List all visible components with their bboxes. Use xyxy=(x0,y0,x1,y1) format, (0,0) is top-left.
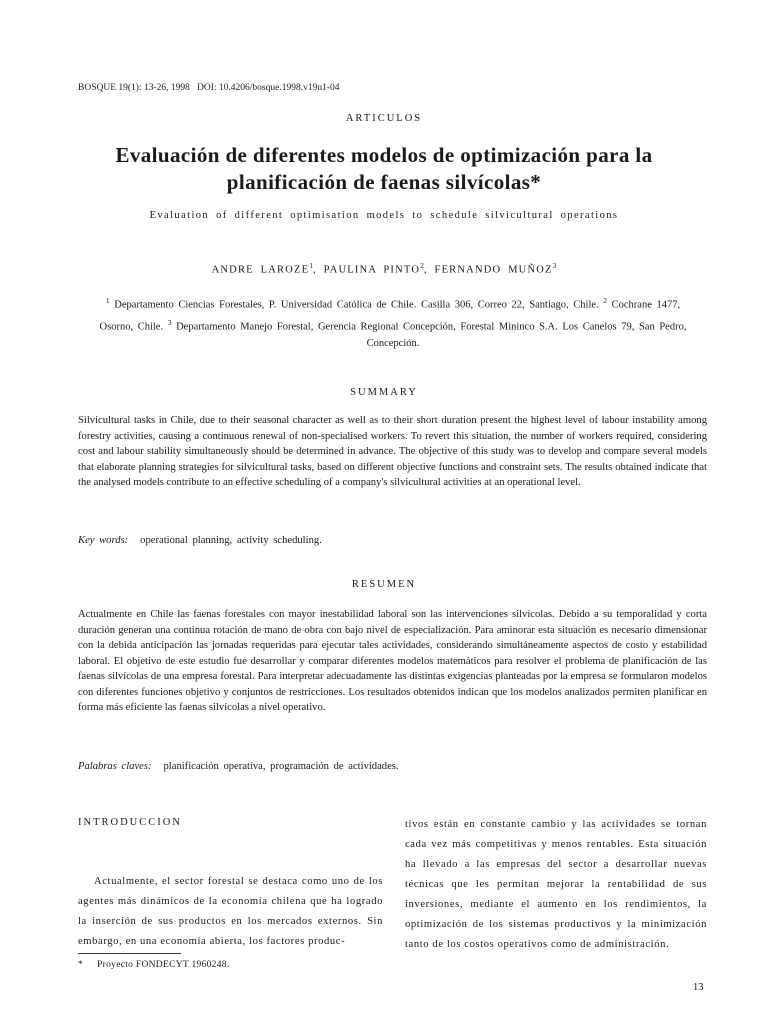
affiliation-3: Departamento Manejo Forestal, Gerencia Regional Concepción, Forestal Mininco S.A. Los Canelos 79, San Pedro, Concepción. xyxy=(176,321,687,349)
intro-left-column: Actualmente, el sector forestal se destaca como uno de los agentes más dinámicos de la economía chilena que ha logrado la inserción de sus productos en los mercados externos. Sin embargo, en una economía abierta, los factores produc- xyxy=(78,876,383,947)
author-list xyxy=(0,261,768,276)
summary-keywords xyxy=(78,535,322,546)
affiliation-mark: 2 xyxy=(603,296,608,305)
palabras-claves-value: planificación operativa, programación de actividades. xyxy=(163,761,399,772)
author-mark: 1 xyxy=(309,261,313,270)
author-separator: , xyxy=(423,264,435,276)
summary-text: Silvicultural tasks in Chile, due to their seasonal character as well as to their short duration present the highest level of labour instability among forestry activities, causing a continuous renewal of non-specialised workers. To revert this situation, the number of workers required, considering cost and labour stability simultaneously should be determined in advance. The objective of this study was to develop and compare several models that elaborate planning strategies for silvicultural tasks, based on different objective functions and constraint sets. The results obtained indicate that the analysed models contribute to an effective scheduling of a company's silvicultural activities at an operational level. xyxy=(78,415,707,488)
affiliations xyxy=(96,292,690,352)
journal-citation: BOSQUE 19(1): 13-26, 1998 xyxy=(78,83,190,93)
author-separator: , xyxy=(312,264,324,276)
affiliation-1: Departamento Ciencias Forestales, P. Universidad Católica de Chile. Casilla 306, Correo 22, Santiago, Chile. xyxy=(114,299,599,311)
doi-link[interactable]: DOI: 10.4206/bosque.1998.v19n1-04 xyxy=(197,83,340,93)
title-line-1: Evaluación de diferentes modelos de optimización para la xyxy=(115,143,653,167)
footnote xyxy=(78,960,230,970)
author-name: ANDRE LAROZE xyxy=(211,264,310,276)
title-line-2: planificación de faenas silvícolas* xyxy=(226,170,542,194)
author-name: FERNANDO MUÑOZ xyxy=(434,264,553,276)
affiliation-mark: 3 xyxy=(167,317,172,327)
resumen-text: Actualmente en Chile las faenas forestales con mayor inestabilidad laboral son las intervenciones silvícolas. Debido a su temporalidad y corta duración generan una continua rotación de mano de obra con bajo nivel de especialización. Para aminorar esta situación es necesario dimensionar con la debida anticipación las jornadas requeridas para ejecutar tales actividades, considerando simultáneamente aspectos de costo y estabilidad laboral. El objetivo de este estudio fue desarrollar y comparar diferentes modelos matemáticos para resolver el problema de planificación de las faenas silvícolas de una empresa forestal. Para interpretar adecuadamente las distintas exigencias planteadas por la empresa se formularon modelos con diferentes funciones objetivo y conjuntos de restricciones. Los resultados obtenidos indican que los modelos analizados permiten planificar en forma más eficiente las faenas silvícolas a nivel operativo. xyxy=(78,609,707,713)
author-mark: 2 xyxy=(420,261,424,270)
affiliation-2: Cochrane 1477, Osorno, Chile. xyxy=(99,299,681,332)
resumen-heading: RESUMEN xyxy=(351,579,417,590)
author-name: PAULINA PINTO xyxy=(323,264,421,276)
english-subtitle: Evaluation of different optimisation models to schedule silvicultural operations xyxy=(149,210,619,221)
resumen-keywords xyxy=(78,761,399,772)
keywords-label: Key words: xyxy=(78,535,129,546)
palabras-claves-label: Palabras claves: xyxy=(78,761,152,772)
article-title xyxy=(60,142,708,196)
keywords-value: operational planning, activity scheduling. xyxy=(140,535,322,546)
summary-heading: SUMMARY xyxy=(350,387,418,398)
intro-right-column: tivos están en constante cambio y las actividades se tornan cada vez más competitivas y menos rentables. Esta situación ha llevado a las empresas del sector a desarrollar nuevas técnicas que les permitan mejorar la rentabilidad de sus inversiones, mediante el aumento en los rendimientos, la optimización de los sistemas productivos y la minimización tanto de los costos operativos como de administración. xyxy=(405,819,707,950)
page-number: 13 xyxy=(693,982,704,993)
footnote-divider xyxy=(78,953,181,954)
journal-header xyxy=(78,83,340,93)
introduccion-heading: INTRODUCCION xyxy=(78,817,182,828)
footnote-text: Proyecto FONDECYT 1960248. xyxy=(97,960,230,970)
section-label: ARTICULOS xyxy=(345,113,423,124)
footnote-mark: * xyxy=(78,960,84,970)
author-mark: 3 xyxy=(552,261,557,270)
affiliation-mark: 1 xyxy=(105,296,110,305)
